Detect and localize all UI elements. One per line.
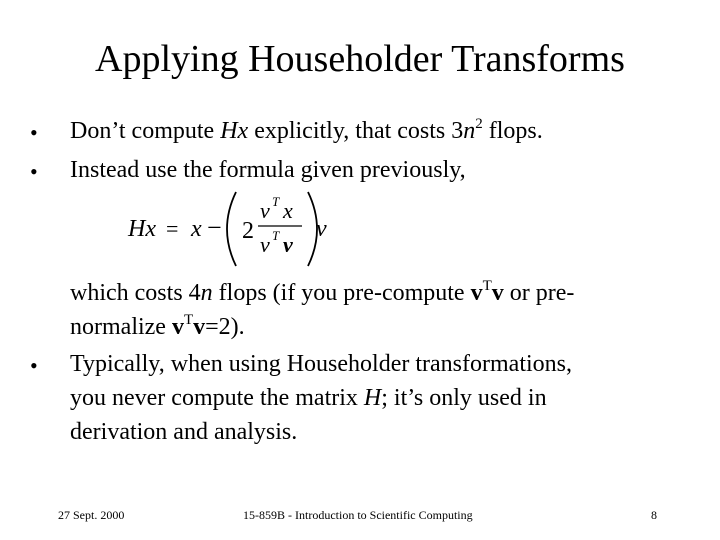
formula-lhs: Hx bbox=[128, 216, 156, 242]
slide-title: Applying Householder Transforms bbox=[95, 38, 625, 80]
bullet-marker-3: • bbox=[30, 353, 38, 378]
formula-equals: = bbox=[166, 216, 179, 241]
denominator-v: v bbox=[260, 232, 270, 257]
math-v: v bbox=[470, 280, 483, 306]
bullet-3-line-2 bbox=[70, 382, 547, 415]
bullet-1-line-1 bbox=[70, 115, 543, 148]
denominator-v-bold: v bbox=[283, 232, 293, 257]
bullet-marker-2: • bbox=[30, 159, 38, 184]
text-segment: flops (if you pre-compute bbox=[212, 280, 471, 306]
formula-minus: − bbox=[207, 213, 222, 242]
text-segment: ; it’s only used in bbox=[381, 385, 547, 411]
formula-tail-v: v bbox=[316, 216, 327, 242]
bullet-2-line-3 bbox=[70, 311, 245, 344]
text-segment: flops. bbox=[482, 118, 543, 144]
math-v: v bbox=[193, 314, 206, 340]
math-h: H bbox=[363, 385, 382, 411]
math-v: v bbox=[491, 280, 504, 306]
text-segment: you never compute the matrix bbox=[70, 385, 364, 411]
householder-formula bbox=[118, 188, 348, 270]
text-segment: normalize bbox=[70, 314, 172, 340]
exponent: 2 bbox=[475, 116, 483, 132]
math-n: n bbox=[463, 118, 476, 144]
bullet-marker-1: • bbox=[30, 120, 38, 145]
math-hx: Hx bbox=[220, 118, 249, 144]
math-v: v bbox=[171, 314, 184, 340]
denominator-t: T bbox=[272, 228, 280, 243]
formula-two: 2 bbox=[242, 218, 254, 244]
text-segment: Don’t compute bbox=[70, 118, 221, 144]
numerator-t: T bbox=[272, 194, 280, 209]
footer-page-number: 8 bbox=[651, 508, 657, 522]
superscript-t: T bbox=[183, 312, 194, 328]
left-parenthesis bbox=[227, 192, 236, 266]
text-segment: or pre- bbox=[503, 280, 575, 306]
footer-date: 27 Sept. 2000 bbox=[58, 508, 125, 522]
bullet-3-line-3: derivation and analysis. bbox=[70, 419, 298, 445]
bullet-3-line-1: Typically, when using Householder transformations, bbox=[70, 351, 572, 377]
numerator-v: v bbox=[260, 198, 270, 223]
footer-course: 15-859B - Introduction to Scientific Computing bbox=[243, 508, 473, 522]
bullet-2-line-1: Instead use the formula given previously, bbox=[70, 157, 466, 183]
superscript-t: T bbox=[482, 278, 492, 294]
text-segment: explicitly, that costs 3 bbox=[248, 118, 464, 144]
math-n: n bbox=[200, 280, 213, 306]
numerator-x: x bbox=[283, 198, 293, 223]
formula-x: x bbox=[191, 216, 202, 242]
text-segment: =2). bbox=[205, 314, 245, 340]
bullet-2-line-2 bbox=[70, 277, 574, 310]
text-segment: which costs 4 bbox=[70, 280, 201, 306]
